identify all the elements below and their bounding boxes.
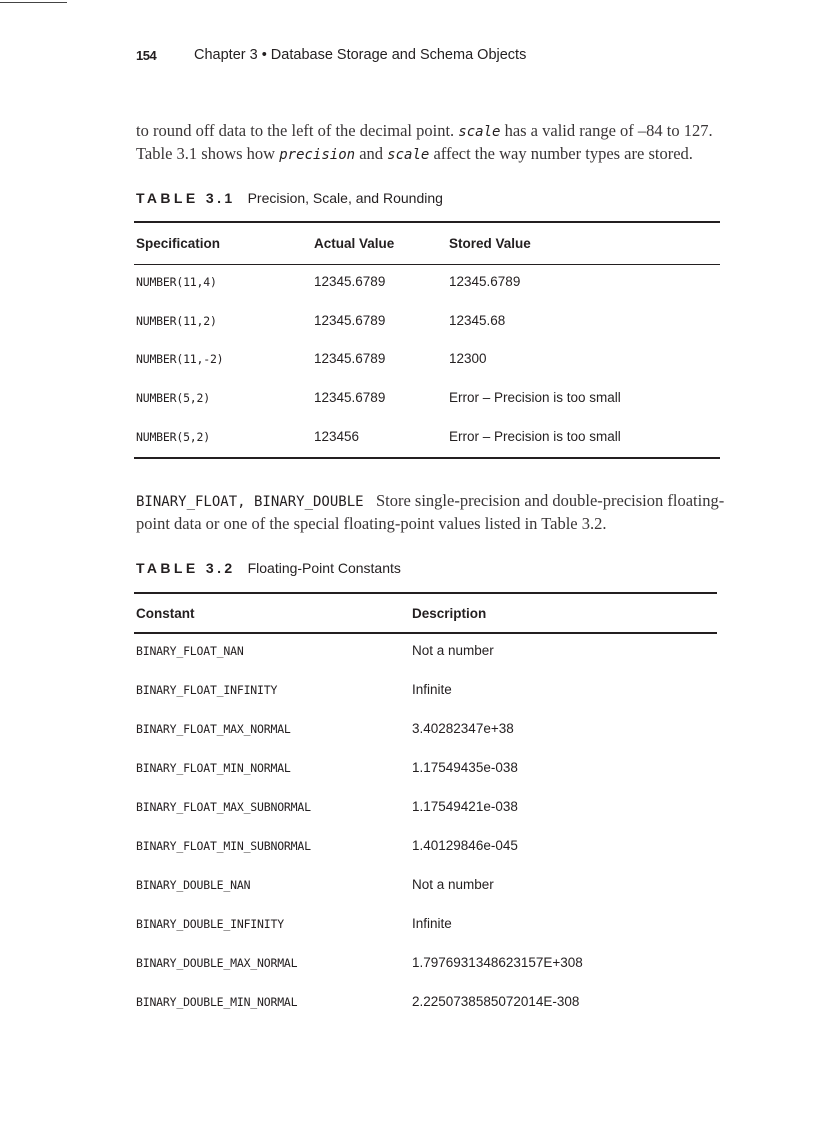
table2-cell-constant: BINARY_FLOAT_MAX_SUBNORMAL <box>136 800 311 814</box>
table1-cell-actual: 12345.6789 <box>314 313 386 328</box>
table1-cell-stored: 12345.68 <box>449 313 506 328</box>
table1-cell-stored: 12300 <box>449 351 487 366</box>
table1-header-stored-value: Stored Value <box>449 236 531 251</box>
code-scale: scale <box>458 124 501 140</box>
table2-cell-description: Not a number <box>412 877 494 892</box>
intro-text-2: has a valid range of –84 to 127. Table 3.1 shows how <box>136 121 713 163</box>
table1-bottom-rule <box>134 457 720 459</box>
intro-text-1: to round off data to the left of the decimal point. <box>136 121 459 140</box>
code-precision: precision <box>279 147 356 163</box>
table2-cell-description: Not a number <box>412 643 494 658</box>
page-number: 154 <box>136 48 157 63</box>
table1-title: Precision, Scale, and Rounding <box>247 190 443 206</box>
table1-top-rule <box>134 221 720 223</box>
table2-cell-description: Infinite <box>412 916 452 931</box>
table2-cell-description: 3.40282347e+38 <box>412 721 514 736</box>
table1-label: TABLE 3.1 <box>136 190 236 206</box>
binary-paragraph <box>136 490 726 535</box>
table2-header-constant: Constant <box>136 606 195 621</box>
binary-term: BINARY_FLOAT, BINARY_DOUBLE <box>136 494 364 510</box>
table1-cell-stored: Error – Precision is too small <box>449 429 621 444</box>
binary-text: Store single-precision and double-precision floating-point data or one of the special floating-point values listed in Table 3.2. <box>136 491 725 533</box>
table1-cell-spec: NUMBER(11,4) <box>136 275 217 289</box>
intro-paragraph <box>136 120 726 166</box>
table1-cell-stored: 12345.6789 <box>449 274 521 289</box>
table2-cell-constant: BINARY_FLOAT_MIN_SUBNORMAL <box>136 839 311 853</box>
table1-cell-spec: NUMBER(11,-2) <box>136 352 224 366</box>
running-head: Chapter 3 • Database Storage and Schema Objects <box>194 47 527 63</box>
table1-cell-spec: NUMBER(11,2) <box>136 314 217 328</box>
table2-cell-description: 1.17549435e-038 <box>412 760 518 775</box>
table2-header-rule <box>134 632 717 634</box>
table2-cell-description: Infinite <box>412 682 452 697</box>
table2-cell-constant: BINARY_FLOAT_NAN <box>136 644 244 658</box>
table1-header-rule <box>134 264 720 265</box>
table1-cell-spec: NUMBER(5,2) <box>136 391 210 405</box>
table2-cell-constant: BINARY_FLOAT_MIN_NORMAL <box>136 761 291 775</box>
table2-label: TABLE 3.2 <box>136 560 236 576</box>
table1-caption <box>136 190 443 208</box>
intro-text-4: affect the way number types are stored. <box>429 144 693 163</box>
table2-cell-description: 1.40129846e-045 <box>412 838 518 853</box>
table2-cell-constant: BINARY_DOUBLE_INFINITY <box>136 917 284 931</box>
table2-cell-constant: BINARY_DOUBLE_MAX_NORMAL <box>136 956 298 970</box>
table2-cell-constant: BINARY_DOUBLE_MIN_NORMAL <box>136 995 298 1009</box>
intro-text-3: and <box>355 144 388 163</box>
corner-rule <box>0 2 67 3</box>
table2-cell-description: 2.2250738585072014E-308 <box>412 994 580 1009</box>
table2-cell-constant: BINARY_DOUBLE_NAN <box>136 878 251 892</box>
table2-cell-description: 1.17549421e-038 <box>412 799 518 814</box>
table1-header-actual-value: Actual Value <box>314 236 395 251</box>
table2-caption <box>136 560 401 578</box>
table2-top-rule <box>134 592 717 594</box>
table1-cell-actual: 12345.6789 <box>314 274 386 289</box>
table2-cell-constant: BINARY_FLOAT_INFINITY <box>136 683 278 697</box>
table1-header-specification: Specification <box>136 236 221 251</box>
table2-cell-constant: BINARY_FLOAT_MAX_NORMAL <box>136 722 291 736</box>
table1-cell-actual: 123456 <box>314 429 360 444</box>
table2-header-description: Description <box>412 606 487 621</box>
code-scale-2: scale <box>387 147 430 163</box>
table1-cell-spec: NUMBER(5,2) <box>136 430 210 444</box>
table1-cell-stored: Error – Precision is too small <box>449 390 621 405</box>
table1-cell-actual: 12345.6789 <box>314 390 386 405</box>
table1-cell-actual: 12345.6789 <box>314 351 386 366</box>
table2-title: Floating-Point Constants <box>247 560 401 576</box>
table2-cell-description: 1.7976931348623157E+308 <box>412 955 583 970</box>
